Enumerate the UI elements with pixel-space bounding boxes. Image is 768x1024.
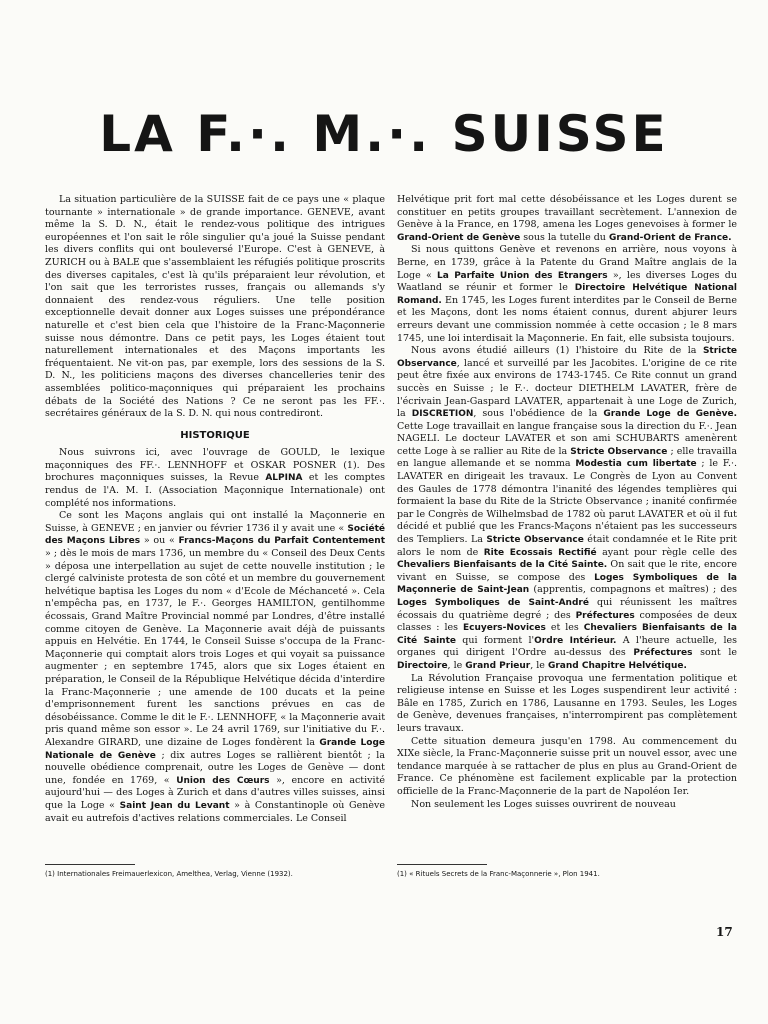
paragraph: Cette situation demeura jusqu'en 1798. Au commencement du XIXe siècle, la Franc-Maçonnerie suisse prit un nouvel essor, avec une tendance marquée à se rattacher de plus en plus au Grand-Orient de France. Ce phénomène est facilement explicable par la protection officielle de la Franc-Maçonnerie de la part de Napoléon Ier. xyxy=(397,735,737,797)
page-title: LA F.·. M.·. SUISSE xyxy=(99,105,669,163)
paragraph: Non seulement les Loges suisses ouvrirent de nouveau xyxy=(411,798,676,810)
left-column xyxy=(45,194,385,825)
footnote: (1) Internationales Freimauerlexicon, Amelthea, Verlag, Vienne (1932). xyxy=(45,870,293,878)
paragraph: Ce sont les Maçons anglais qui ont installé la Maçonnerie en Suisse, à GENEVE ; en janvier ou février 1736 il y avait une « Société des Maçons Libres » ou « Francs-Maçons du Parfait Contentement » ; dès le mois de mars 1736, un membre du « Conseil des Deux Cents » déposa une interpellation au sujet de cette nouvelle institution ; le clergé calviniste protesta de son côté et un membre du gouvernement helvétique baptisa les Loges du nom « d'Ecole de Méchanceté ». Cela n'empêcha pas, en 1737, le F.·. Georges HAMILTON, gentilhomme écossais, Grand Maître Provincial nommé par Londres, d'être installé comme citoyen de Genève. La Maçonnerie avait déjà de puissants appuis en Helvétie. En 1744, le Conseil Suisse s'occupa de la Franc-Maçonnerie qui comptait alors trois Loges et qui voyait sa puissance augmenter ; en septembre 1745, alors que six Loges étaient en préparation, le Conseil de la République Helvétique décida d'interdire la Franc-Maçonnerie ; une amende de 100 ducats et la peine d'emprisonnement furent les sanctions prévues en cas de désobéissance. Comme le dit le F.·. LENNHOFF, « la Maçonnerie avait pris quand même son essor ». Le 24 avril 1769, sur l'initiative du F.·. Alexandre GIRARD, une dizaine de Loges fondèrent la Grande Loge Nationale de Genève ; dix autres Loges se rallièrent bientôt ; la nouvelle obédience comprenait, outre les Loges de Genève — dont une, fondée en 1769, « Union des Cœurs », encore en activité aujourd'hui — des Loges à Zurich et dans d'autres villes suisses, ainsi que la Loge « Saint Jean du Levant » à Constantinople où Genève avait eu autrefois d'actives relations commerciales. Le Conseil xyxy=(45,510,386,824)
paragraph: La Révolution Française provoqua une fermentation politique et religieuse intense en Suisse et les Loges suspendirent leur activité : Bâle en 1785, Zurich en 1786, Lausanne en 1793. Seules, les Loges de Genève, devenues françaises, n'interrompirent pas complètement leurs travaux. xyxy=(397,672,737,734)
paragraph: Nous suivrons ici, avec l'ouvrage de GOULD, le lexique maçonniques des FF.·. LENNHOFF et OSKAR POSNER (1). Des brochures maçonniques suisses, la Revue ALPINA et les comptes rendus de l'A. M. I. (Association Maçonnique Internationale) ont complété nos informations. xyxy=(45,447,385,509)
footnote: (1) « Rituels Secrets de la Franc-Maçonnerie », Plon 1941. xyxy=(397,870,600,878)
footnote-divider xyxy=(45,864,135,865)
paragraph: Si nous quittons Genève et revenons en arrière, nous voyons à Berne, en 1739, grâce à la Patente du Grand Maître anglais de la Loge « La Parfaite Union des Etrangers », les diverses Loges du Waatland se réunir et former le Directoire Helvétique National Romand. En 1745, les Loges furent interdites par le Conseil de Berne et les Maçons, dont les noms étaient connus, durent abjurer leurs erreurs devant une commission nommée à cette occasion ; le 8 mars 1745, une loi interdisait la Maçonnerie. En fait, elle subsista toujours. xyxy=(397,244,737,344)
footnote-divider xyxy=(397,864,487,865)
right-column xyxy=(397,194,737,811)
intro-paragraph: La situation particulière de la SUISSE fait de ce pays une « plaque tournante » internationale » de grande importance. GENEVE, avant même la S. D. N., était le rendez-vous politique des intrigues européennes et l'on sait le rôle singulier qu'a joué la Suisse pendant les divers conflits qui ont bouleversé l'Europe. C'est à GENEVE, à ZURICH ou à BALE que s'assemblaient les réfugiés politique proscrits des diverses capitales, c'est là qu'ils préparaient leur révolution, et l'on sait que les terroristes russes, français ou allemands s'y donnaient des rendez-vous réguliers. Une telle position exceptionnelle devait donner aux Loges suisses une prépondérance naturelle et c'est bien cela que l'histoire de la Franc-Maçonnerie suisse nous démontre. Dans ce petit pays, les Loges étaient tout naturellement internationales et des Maçons importants les fréquentaient. Ne vit-on pas, par exemple, lors des sessions de la S. D. N., les politiciens maçons des diverses chancelleries tenir des assemblées politico-maçonniques qui préparaient les prochains débats de la Société des Nations ? Ce ne seront pas les FF.·. secrétaires généraux de la S. D. N. qui nous contrediront. xyxy=(45,194,385,420)
paragraph: Nous avons étudié ailleurs (1) l'histoire du Rite de la Stricte Observance, lancé et surveillé par les Jacobites. L'origine de ce rite peut être fixée aux environs de 1743-1745. Ce Rite connut un grand succès en Suisse ; le F.·. docteur DIETHELM LAVATER, frère de l'écrivain Jean-Gaspard LAVATER, appartenait à une Loge de Zurich, la DISCRETION, sous l'obédience de la Grande Loge de Genève. Cette Loge travaillait en langue française sous la direction du F.·. Jean NAGELI. Le docteur LAVATER et son ami SCHUBARTS amenèrent cette Loge à se rallier au Rite de la Stricte Observance ; elle travailla en langue allemande et se nomma Modestia cum libertate ; le F.·. LAVATER en dirigeait les travaux. Le Congrès de Lyon au Convent des Gaules de 1778 démontra l'inanité des légendes templières qui formaient la base du Rite de la Stricte Observance ; inanité confirmée par le Congrès de Wilhelmsbad de 1782 où parut LAVATER et où il fut décidé et publié que les Francs-Maçons n'étaient pas les successeurs des Templiers. La Stricte Observance était condamnée et le Rite prit alors le nom de Rite Ecossais Rectifié ayant pour règle celle des Chevaliers Bienfaisants de la Cité Sainte. On sait que le rite, encore vivant en Suisse, se compose des Loges Symboliques de la Maçonnerie de Saint-Jean (apprentis, compagnons et maîtres) ; des Loges Symboliques de Saint-André qui réunissent les maîtres écossais du quatrième degré ; des Préfectures composées de deux classes : les Ecuyers-Novices et les Chevaliers Bienfaisants de la Cité Sainte qui forment l'Ordre Intérieur. A l'heure actuelle, les organes qui dirigent l'Ordre au-dessus des Préfectures sont le Directoire, le Grand Prieur, le Grand Chapitre Helvétique. xyxy=(397,345,738,671)
paragraph: Helvétique prit fort mal cette désobéissance et les Loges durent se constituer en petits groupes travaillant secrètement. L'annexion de Genève à la France, en 1798, amena les Loges genevoises à former le Grand-Orient de Genève sous la tutelle du Grand-Orient de France. xyxy=(397,194,737,243)
page-number: 17 xyxy=(716,925,733,939)
section-heading: HISTORIQUE xyxy=(180,429,250,441)
